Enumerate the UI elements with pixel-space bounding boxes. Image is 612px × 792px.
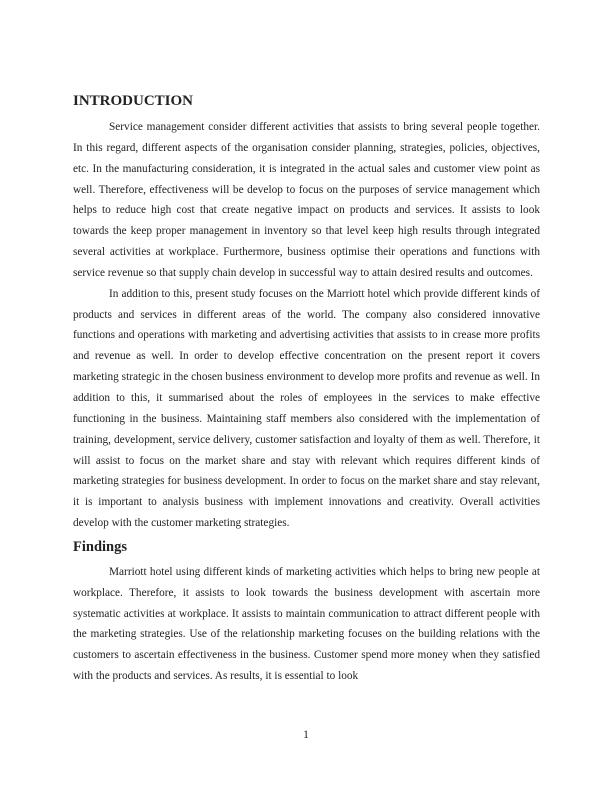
introduction-heading: INTRODUCTION bbox=[73, 93, 194, 109]
page-number: 1 bbox=[303, 729, 309, 741]
introduction-paragraph-2: In addition to this, present study focuses on the Marriott hotel which provide different kinds of products and services in different areas of the world. The company also considered innovative functions and operations with marketing and advertising activities that assists to in crease more profits and revenue as well. In order to develop effective concentration on the present report it covers marketing strategic in the chosen business environment to develop more profits and revenue as well. In addition to this, it summarised about the roles of employees in the services to make effective functioning in the business. Maintaining staff members also considered with the implementation of training, development, service delivery, customer satisfaction and loyalty of them as well. Therefore, it will assist to focus on the market share and stay with relevant which requires different kinds of marketing strategies for business development. In order to focus on the market share and stay relevant, it is important to analysis business with implement innovations and creativity. Overall activities develop with the customer marketing strategies. bbox=[73, 287, 540, 530]
introduction-paragraph-1: Service management consider different activities that assists to bring several people together. In this regard, different aspects of the organisation consider planning, strategies, policies, objectives, etc. In the manufacturing consideration, it is integrated in the actual sales and customer view point as well. Therefore, effectiveness will be develop to focus on the purposes of service management which helps to reduce high cost that create negative impact on products and services. It assists to look towards the keep proper management in inventory so that level keep high results through integrated several activities at workplace. Furthermore, business optimise their operations and functions with service revenue so that supply chain develop in successful way to attain desired results and outcomes. bbox=[73, 121, 540, 279]
findings-paragraph-1: Marriott hotel using different kinds of marketing activities which helps to bring new people at workplace. Therefore, it assists to look towards the business development with ascertain more systematic activities at workplace. It assists to maintain communication to attract different people with the marketing strategies. Use of the relationship marketing focuses on the building relations with the customers to ascertain effectiveness in the business. Customer spend more money when they satisfied with the products and services. As results, it is essential to look bbox=[73, 565, 540, 683]
findings-heading: Findings bbox=[73, 538, 127, 555]
page-content bbox=[73, 91, 540, 687]
